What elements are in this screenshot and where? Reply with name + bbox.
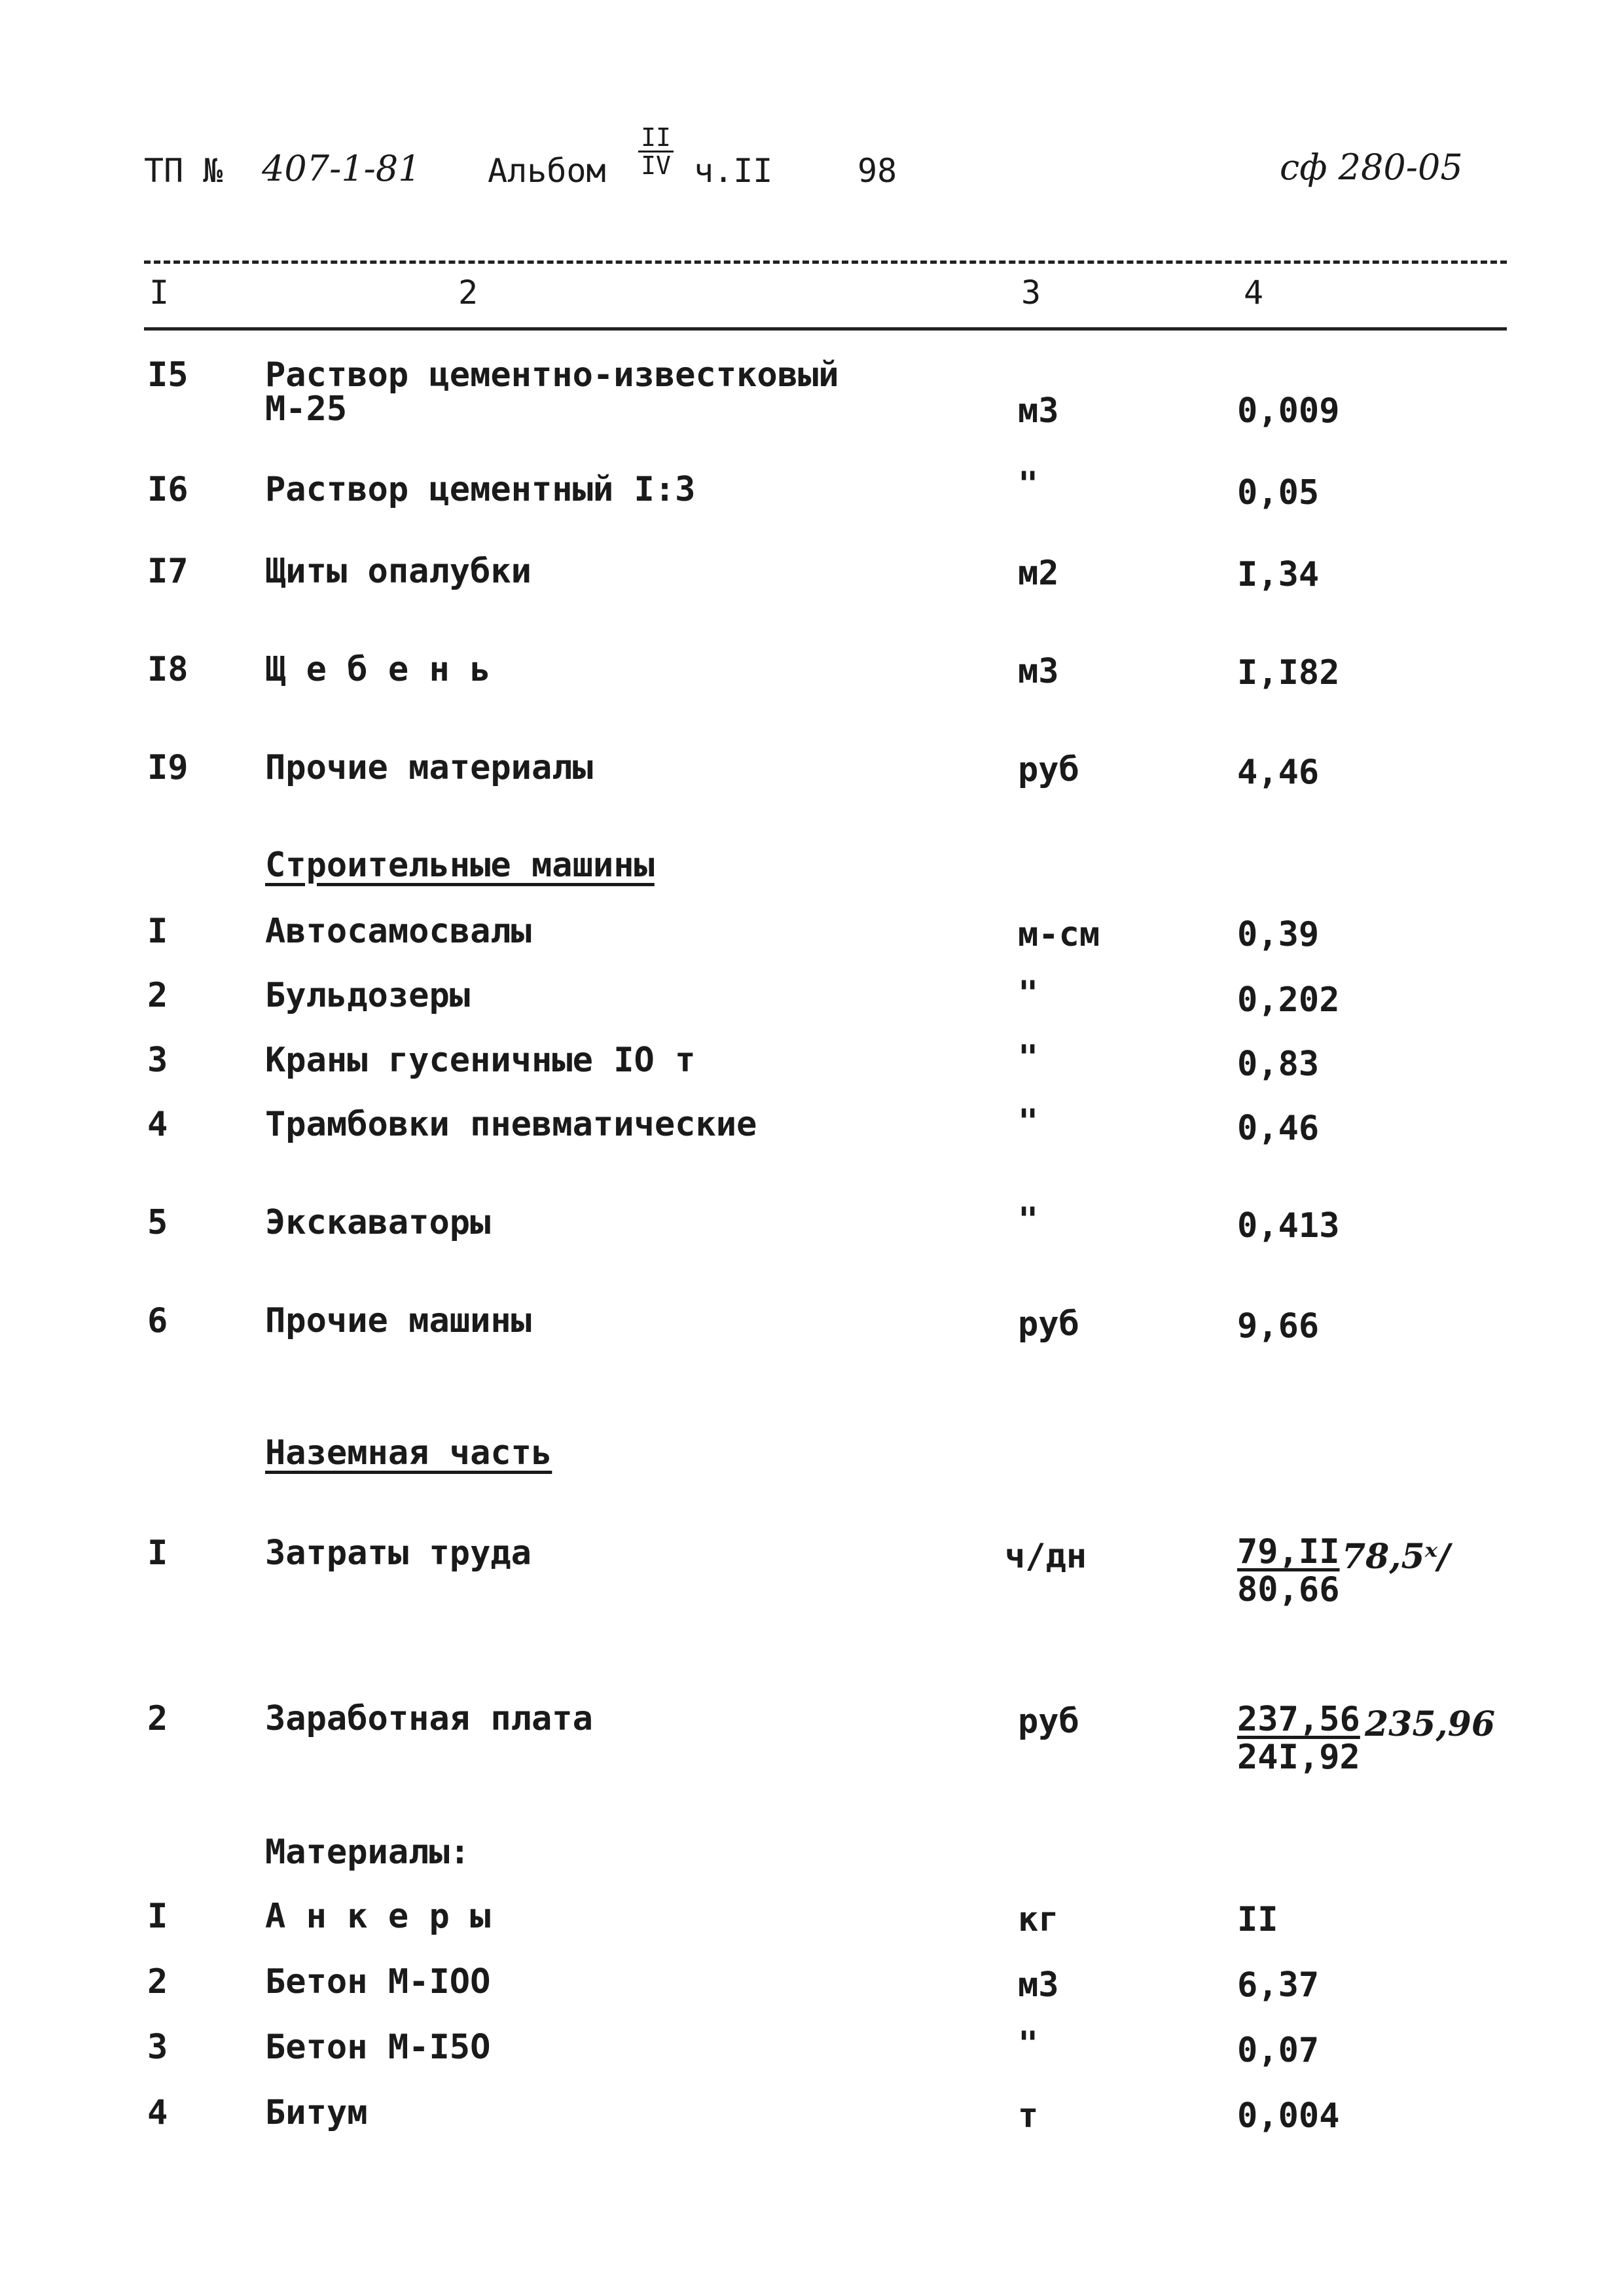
sheet-code: сф 280-05 [1280,147,1463,188]
col-header-4: 4 [1244,274,1264,312]
row-name: Щ е б е н ь [265,650,491,689]
row-value: I,I82 [1237,653,1340,692]
row-number: 3 [147,1041,168,1080]
page-number: 98 [857,152,897,190]
value-handwritten-note: 235,96 [1365,1704,1496,1744]
row-name: Автосамосвалы [265,912,532,951]
row-value: 0,05 [1237,473,1320,512]
row-unit: руб [1018,1304,1079,1344]
row-unit: т [1018,2096,1039,2136]
row-unit: " [1018,1102,1039,1141]
row-unit: " [1018,465,1039,504]
row-value: 0,46 [1237,1109,1320,1148]
row-name: Щиты опалубки [265,552,532,591]
row-value: 0,202 [1237,980,1340,1020]
row-unit: м3 [1018,652,1059,691]
section-heading-machines: Строительные машины [265,846,655,885]
row-value: 0,83 [1237,1045,1320,1084]
row-name: Бульдозеры [265,976,471,1015]
row-value: 0,009 [1237,391,1340,431]
row-name: Трамбовки пневматические [265,1105,757,1144]
value-numerator: 237,56 [1237,1700,1360,1739]
top-rule [144,260,1507,264]
album-label: Альбом [488,152,606,190]
row-unit: м3 [1018,391,1059,431]
row-number: 4 [147,1105,168,1144]
row-value: 0,413 [1237,1206,1340,1246]
album-fraction [638,124,674,179]
col-header-3: 3 [1021,274,1041,312]
row-name: Затраты труда [265,1534,532,1573]
row-value-fraction [1237,1532,1451,1609]
row-unit: " [1018,1200,1039,1240]
row-value: 6,37 [1237,1965,1320,2005]
row-unit: кг [1018,1900,1059,1939]
row-unit: руб [1018,1702,1079,1741]
row-number: I7 [147,552,189,591]
row-unit: м-см [1018,915,1100,954]
value-denominator: 80,66 [1237,1570,1340,1609]
row-number: I [147,912,168,951]
row-value: II [1237,1900,1278,1939]
value-denominator: 24I,92 [1237,1738,1360,1777]
album-fraction-bottom: IV [641,151,671,180]
tp-number: 407-1-81 [262,148,421,189]
row-value: I,34 [1237,555,1320,594]
row-number: I9 [147,748,189,787]
row-unit: м2 [1018,554,1059,593]
section-heading-ground: Наземная часть [265,1433,552,1473]
row-number: 5 [147,1203,168,1242]
row-name-line2: М-25 [265,389,348,429]
row-name: Раствор цементный I:3 [265,470,696,509]
row-name: Бетон М-I5O [265,2028,491,2067]
album-fraction-top: II [638,124,674,152]
row-name: Битум [265,2093,368,2132]
value-numerator: 79,II [1237,1532,1340,1571]
header-rule [144,327,1507,331]
row-unit: " [1018,2024,1039,2064]
row-value: 0,07 [1237,2031,1320,2070]
row-name: Раствор цементно-известковый [265,355,839,395]
row-unit: " [1018,974,1039,1013]
row-value: 4,46 [1237,753,1320,792]
row-value-fraction [1237,1700,1496,1777]
row-unit: руб [1018,750,1079,789]
row-number: I [147,1534,168,1573]
col-header-2: 2 [458,274,478,312]
row-value: 9,66 [1237,1306,1320,1346]
row-name: Заработная плата [265,1699,593,1738]
tp-label: ТП № [144,152,223,190]
row-number: I [147,1897,168,1936]
row-unit: " [1018,1038,1039,1077]
part-label: ч.II [694,152,773,190]
row-number: 2 [147,976,168,1015]
row-number: I8 [147,650,189,689]
col-header-1: I [149,274,170,312]
row-number: 6 [147,1301,168,1340]
row-number: I6 [147,470,189,509]
row-name: Краны гусеничные IO т [265,1041,696,1080]
row-name: Экскаваторы [265,1203,491,1242]
row-name: А н к е р ы [265,1897,491,1936]
row-number: 3 [147,2028,168,2067]
materials-heading: Материалы: [265,1833,471,1872]
row-number: 2 [147,1699,168,1738]
row-name: Прочие материалы [265,748,593,787]
row-name: Прочие машины [265,1301,532,1340]
row-value: 0,39 [1237,915,1320,954]
row-unit: ч/дн [1005,1537,1087,1576]
row-number: 2 [147,1962,168,2001]
row-number: 4 [147,2093,168,2132]
row-number: I5 [147,355,189,395]
value-handwritten-note: 78,5ˣ/ [1342,1537,1451,1577]
row-value: 0,004 [1237,2096,1340,2136]
row-unit: м3 [1018,1965,1059,2005]
row-name: Бетон М-IOO [265,1962,491,2001]
